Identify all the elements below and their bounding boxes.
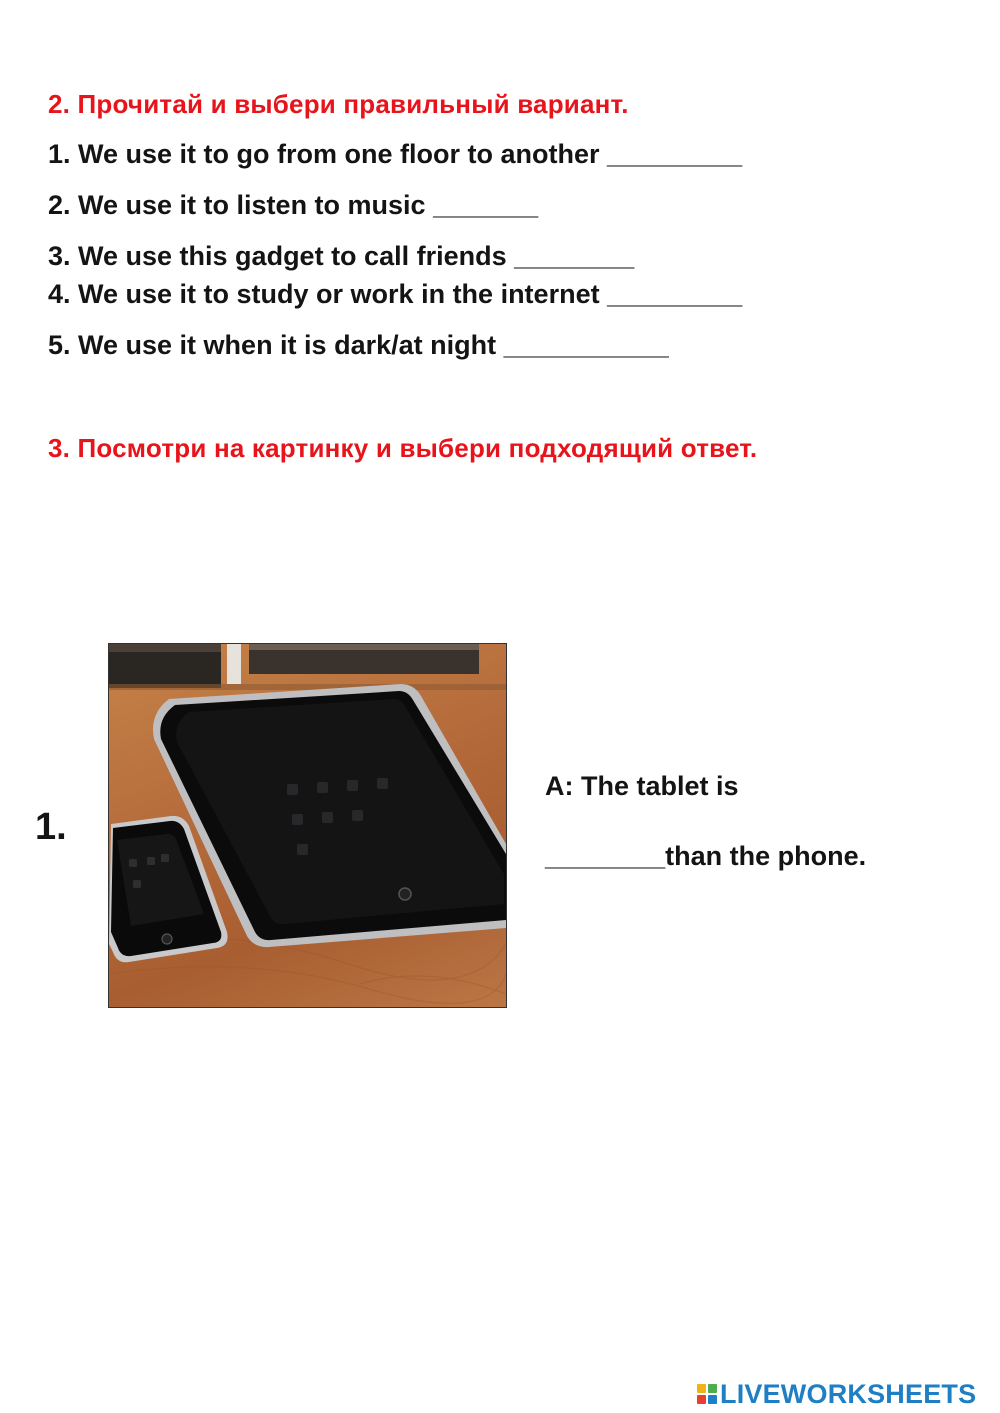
question-2: 2. We use it to listen to music _______ bbox=[48, 190, 539, 220]
answer-line-2: ________than the phone. bbox=[545, 841, 867, 871]
logo-square bbox=[697, 1395, 706, 1404]
question-3: 3. We use this gadget to call friends ________ bbox=[48, 241, 635, 271]
logo-grid-icon bbox=[697, 1384, 717, 1404]
section2-heading: 2. Прочитай и выбери правильный вариант. bbox=[48, 89, 629, 119]
tablet-phone-photo bbox=[108, 643, 507, 1008]
task-number: 1. bbox=[35, 806, 67, 848]
question-4: 4. We use it to study or work in the internet _________ bbox=[48, 279, 743, 309]
section3-heading: 3. Посмотри на картинку и выбери подходящий ответ. bbox=[48, 433, 758, 463]
logo-square bbox=[697, 1384, 706, 1393]
liveworksheets-logo bbox=[697, 1377, 976, 1411]
question-1: 1. We use it to go from one floor to another _________ bbox=[48, 139, 743, 169]
logo-square bbox=[708, 1395, 717, 1404]
logo-square bbox=[708, 1384, 717, 1393]
logo-text: LIVEWORKSHEETS bbox=[720, 1378, 977, 1409]
answer-line-1: A: The tablet is bbox=[545, 771, 739, 801]
question-5: 5. We use it when it is dark/at night ___________ bbox=[48, 330, 669, 360]
